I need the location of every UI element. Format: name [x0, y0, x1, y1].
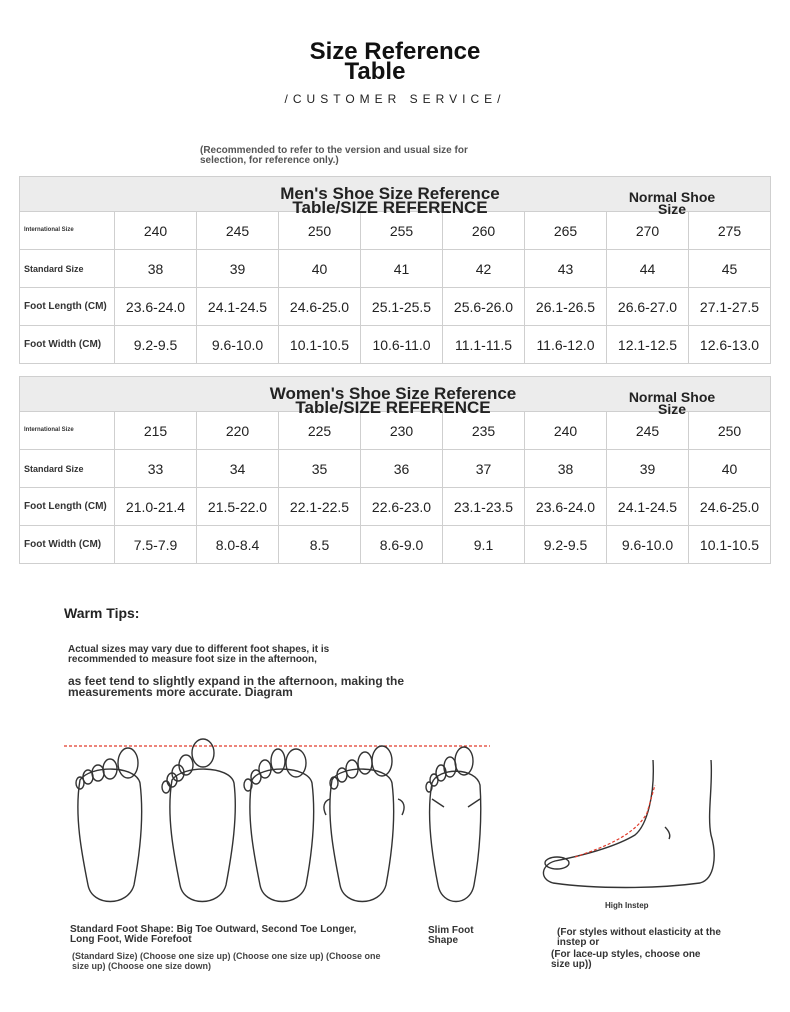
foot-outline-standard	[76, 748, 142, 902]
table-cell: 250	[279, 212, 361, 250]
table-cell: 265	[525, 212, 607, 250]
mens-size-table	[19, 176, 771, 364]
instep-note-2: (For lace-up styles, choose one size up))	[551, 949, 701, 970]
table-cell: 245	[607, 412, 689, 450]
table-cell: 275	[689, 212, 771, 250]
foot-outline-slim	[426, 747, 481, 902]
table-cell: 10.1-10.5	[279, 326, 361, 364]
table-cell: 41	[361, 250, 443, 288]
row-label-standard: Standard Size	[20, 450, 115, 488]
womens-row-length	[20, 488, 771, 526]
row-label-width: Foot Width (CM)	[20, 326, 115, 364]
title-line-2: Table	[344, 58, 406, 85]
table-cell: 9.6-10.0	[607, 526, 689, 564]
row-label-international: International Size	[20, 212, 115, 250]
table-cell: 39	[197, 250, 279, 288]
womens-row-international	[20, 412, 771, 450]
high-instep-label: High Instep	[605, 901, 649, 910]
table-cell: 215	[115, 412, 197, 450]
womens-row-width	[20, 526, 771, 564]
table-cell: 37	[443, 450, 525, 488]
table-cell: 35	[279, 450, 361, 488]
table-cell: 8.5	[279, 526, 361, 564]
warm-tips-line-2: as feet tend to slightly expand in the afternoon, making the measurements more accurate. Diagram	[68, 674, 405, 699]
table-cell: 33	[115, 450, 197, 488]
womens-table-title: Women's Shoe Size Reference Table/SIZE REFERENCE	[269, 384, 517, 417]
foot-outline-3	[244, 749, 314, 902]
table-cell: 10.6-11.0	[361, 326, 443, 364]
table-cell: 36	[361, 450, 443, 488]
table-cell: 250	[689, 412, 771, 450]
table-cell: 24.1-24.5	[197, 288, 279, 326]
table-cell: 255	[361, 212, 443, 250]
table-cell: 12.1-12.5	[607, 326, 689, 364]
standard-foot-sizes: (Standard Size) (Choose one size up) (Choose one size up) (Choose one size up) (Choose one size down)	[72, 951, 381, 971]
table-cell: 12.6-13.0	[689, 326, 771, 364]
table-cell: 220	[197, 412, 279, 450]
mens-row-length	[20, 288, 771, 326]
table-cell: 45	[689, 250, 771, 288]
table-cell: 40	[689, 450, 771, 488]
warm-tips-heading: Warm Tips:	[64, 605, 140, 621]
side-foot-outline	[543, 760, 714, 888]
womens-size-table	[19, 376, 771, 564]
table-cell: 235	[443, 412, 525, 450]
table-cell: 38	[115, 250, 197, 288]
table-cell: 44	[607, 250, 689, 288]
table-cell: 240	[525, 412, 607, 450]
table-cell: 26.1-26.5	[525, 288, 607, 326]
row-label-standard: Standard Size	[20, 250, 115, 288]
table-cell: 23.6-24.0	[525, 488, 607, 526]
standard-foot-caption: Standard Foot Shape: Big Toe Outward, Second Toe Longer, Long Foot, Wide Forefoot	[70, 924, 357, 945]
slim-foot-caption: Slim Foot Shape	[428, 925, 474, 946]
table-cell: 225	[279, 412, 361, 450]
table-cell: 43	[525, 250, 607, 288]
table-cell: 8.6-9.0	[361, 526, 443, 564]
table-cell: 230	[361, 412, 443, 450]
table-cell: 24.6-25.0	[279, 288, 361, 326]
table-cell: 11.1-11.5	[443, 326, 525, 364]
womens-table-header	[20, 377, 771, 412]
table-cell: 9.1	[443, 526, 525, 564]
instep-line	[575, 785, 655, 857]
table-cell: 24.1-24.5	[607, 488, 689, 526]
ankle-bone	[665, 827, 670, 839]
table-cell: 26.6-27.0	[607, 288, 689, 326]
table-cell: 23.6-24.0	[115, 288, 197, 326]
womens-row-standard	[20, 450, 771, 488]
table-cell: 27.1-27.5	[689, 288, 771, 326]
table-cell: 240	[115, 212, 197, 250]
table-cell: 245	[197, 212, 279, 250]
mens-table-title: Men's Shoe Size Reference Table/SIZE REFERENCE	[280, 184, 500, 217]
table-cell: 11.6-12.0	[525, 326, 607, 364]
warm-tips-line-1: Actual sizes may vary due to different foot shapes, it is recommended to measure foot size in the afternoon,	[68, 644, 330, 665]
row-label-international: International Size	[20, 412, 115, 450]
high-instep-diagram	[535, 755, 725, 895]
table-cell: 9.6-10.0	[197, 326, 279, 364]
mens-row-standard	[20, 250, 771, 288]
row-label-length: Foot Length (CM)	[20, 488, 115, 526]
table-cell: 21.0-21.4	[115, 488, 197, 526]
table-cell: 34	[197, 450, 279, 488]
table-cell: 21.5-22.0	[197, 488, 279, 526]
foot-outline-2	[162, 739, 235, 902]
mens-normal-size-label: Normal Shoe Size	[628, 189, 716, 217]
table-cell: 24.6-25.0	[689, 488, 771, 526]
table-cell: 25.1-25.5	[361, 288, 443, 326]
page-title	[0, 38, 790, 85]
instep-note-1: (For styles without elasticity at the instep or	[557, 927, 721, 948]
page-subtitle: /CUSTOMER SERVICE/	[284, 92, 506, 106]
table-cell: 10.1-10.5	[689, 526, 771, 564]
womens-normal-size-label: Normal Shoe Size	[628, 389, 716, 417]
table-cell: 38	[525, 450, 607, 488]
mens-table-header	[20, 177, 771, 212]
table-cell: 42	[443, 250, 525, 288]
table-cell: 40	[279, 250, 361, 288]
table-cell: 9.2-9.5	[525, 526, 607, 564]
table-cell: 39	[607, 450, 689, 488]
reference-note: (Recommended to refer to the version and usual size for selection, for reference only.)	[200, 145, 468, 166]
mens-row-width	[20, 326, 771, 364]
table-cell: 9.2-9.5	[115, 326, 197, 364]
table-cell: 260	[443, 212, 525, 250]
table-cell: 270	[607, 212, 689, 250]
table-cell: 22.6-23.0	[361, 488, 443, 526]
table-cell: 7.5-7.9	[115, 526, 197, 564]
row-label-width: Foot Width (CM)	[20, 526, 115, 564]
table-cell: 23.1-23.5	[443, 488, 525, 526]
table-cell: 25.6-26.0	[443, 288, 525, 326]
table-cell: 8.0-8.4	[197, 526, 279, 564]
table-cell: 22.1-22.5	[279, 488, 361, 526]
foot-outline-4	[324, 746, 404, 902]
foot-shapes-diagram	[60, 735, 500, 915]
title-line-1: Size Reference	[309, 38, 481, 65]
row-label-length: Foot Length (CM)	[20, 288, 115, 326]
mens-row-international	[20, 212, 771, 250]
